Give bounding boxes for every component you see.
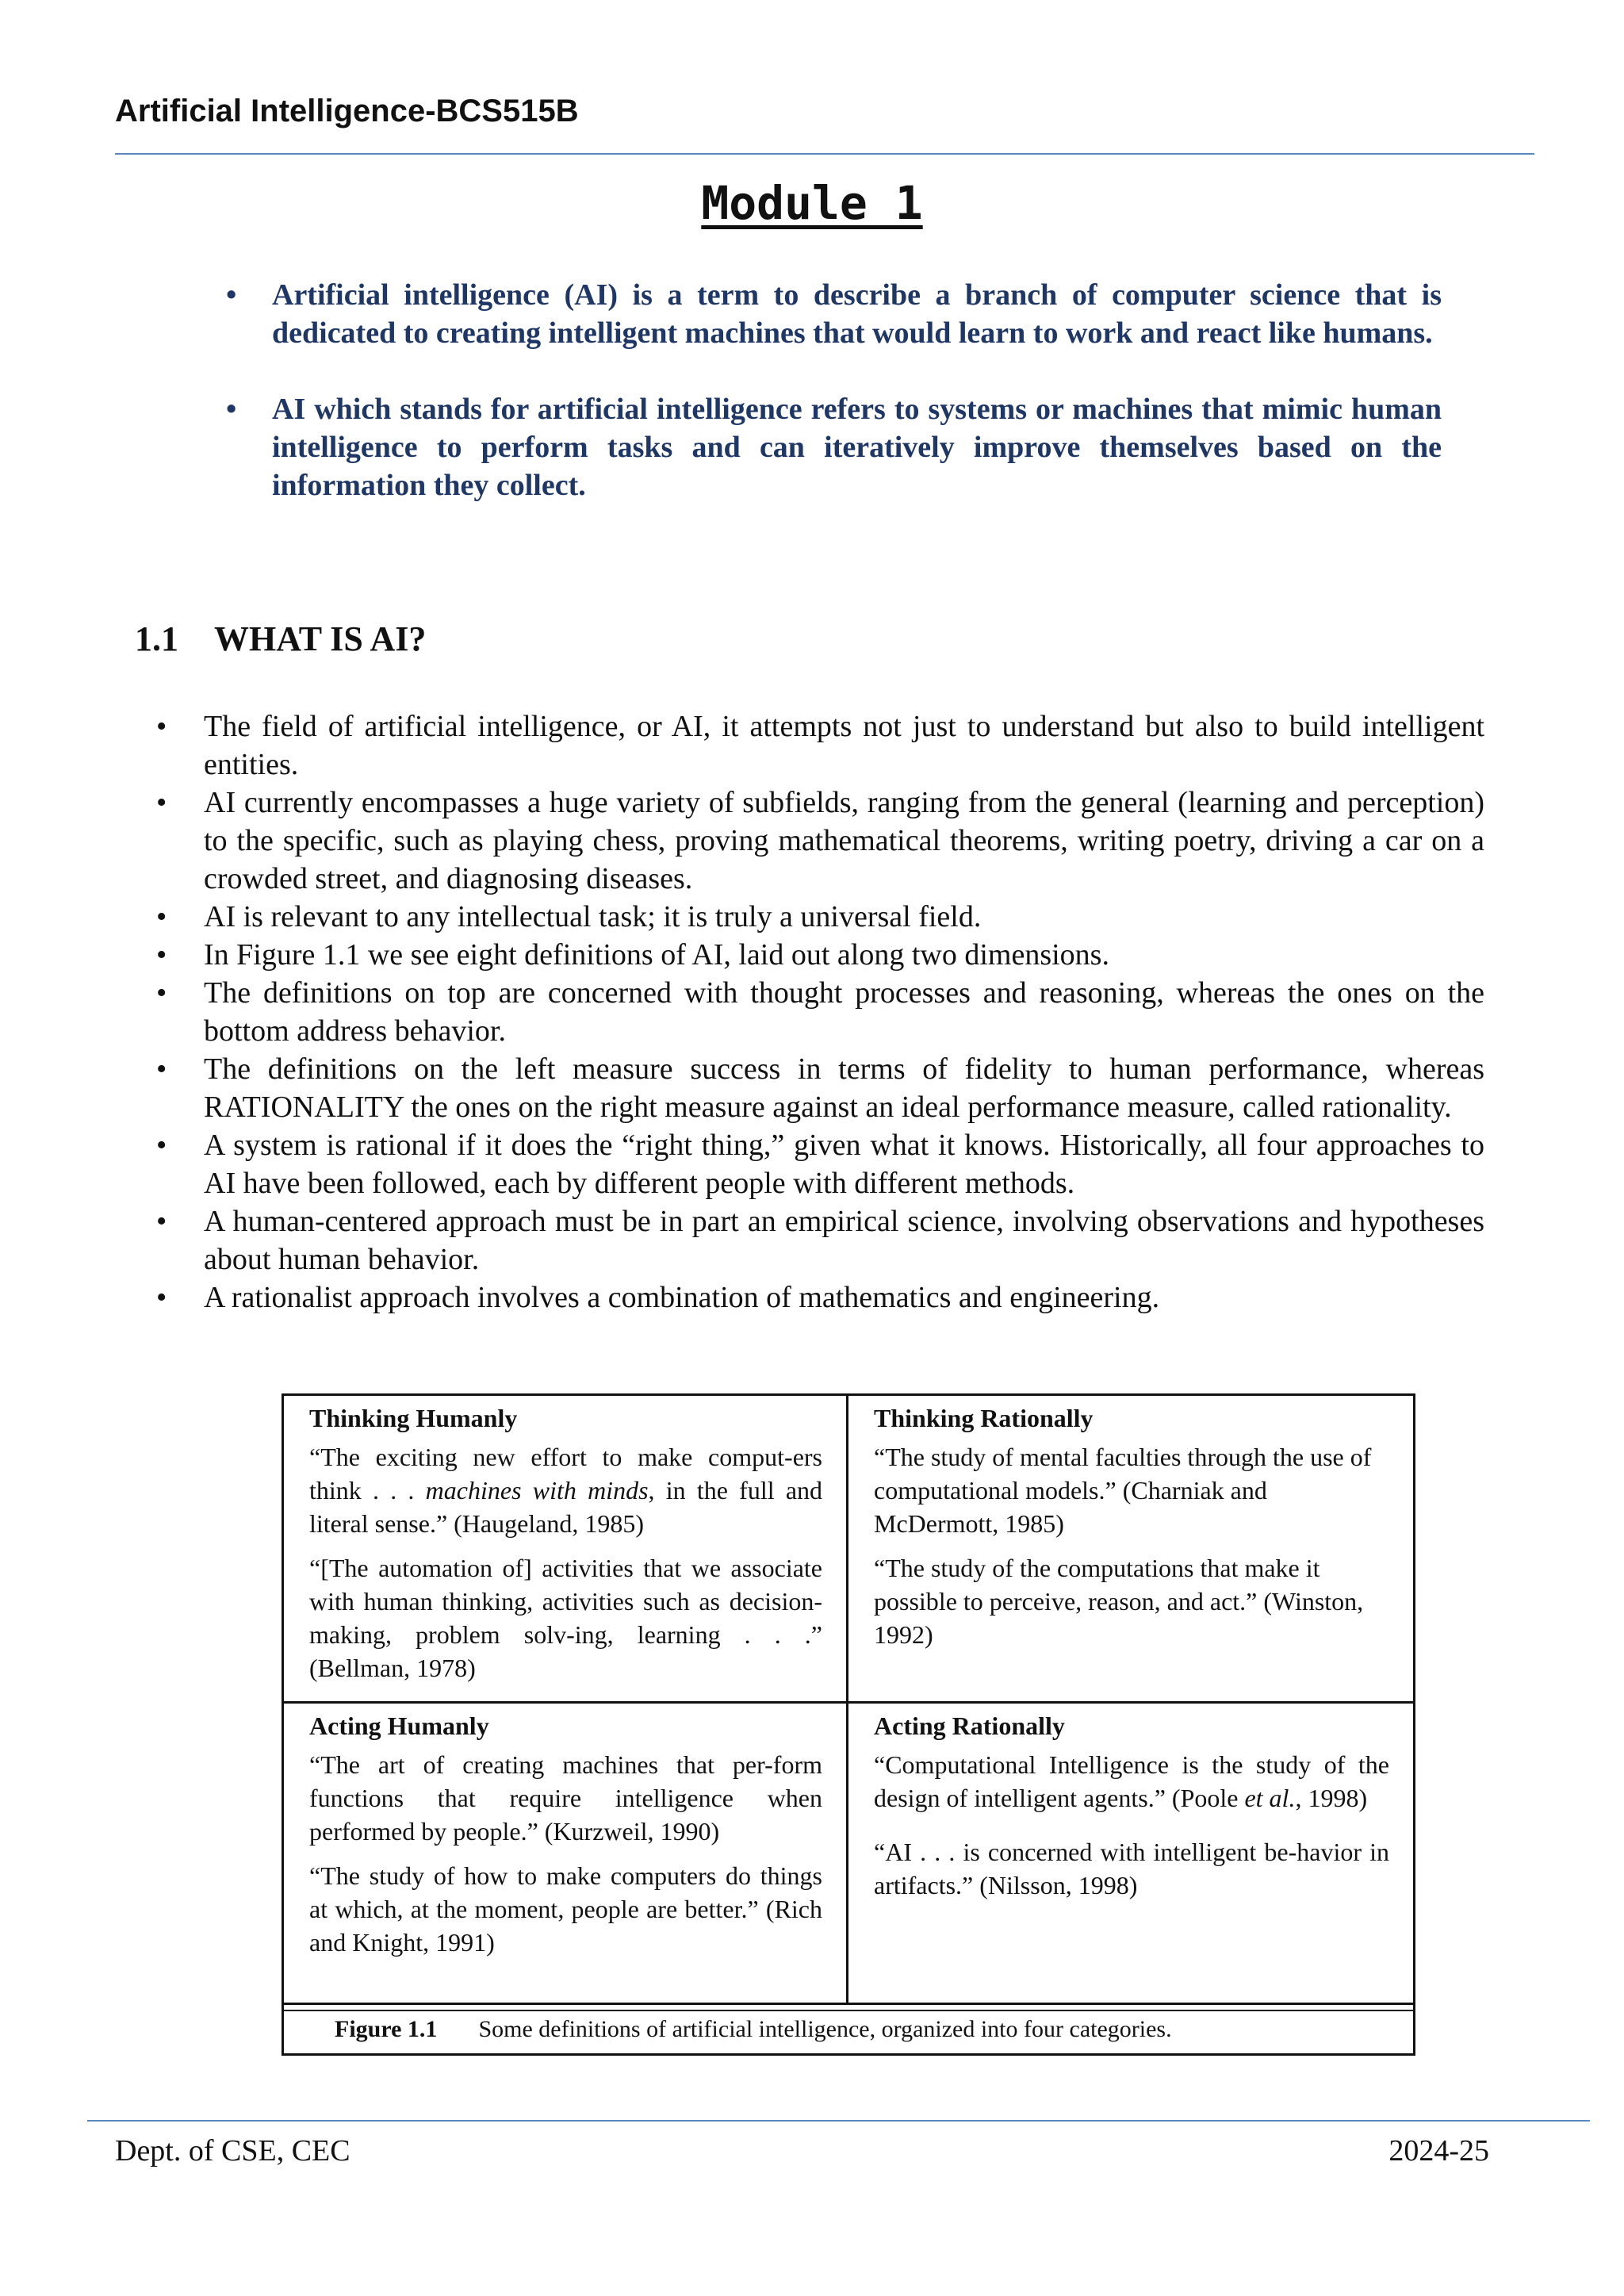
body-bullet-list	[204, 707, 1484, 1317]
body-bullet: • A system is rational if it does the “right thing,” given what it knows. Historically, all four approaches to AI have been followed, each by different people with different methods.	[204, 1126, 1484, 1202]
body-bullet: • A human-centered approach must be in part an empirical science, involving observations and hypotheses about human behavior.	[204, 1202, 1484, 1278]
section-heading	[135, 619, 426, 659]
caption-divider	[284, 2010, 1413, 2011]
figure-caption-text: Some definitions of artificial intelligence, organized into four categories.	[478, 2016, 1172, 2042]
definition-quote: “The study of mental faculties through the use of computational models.” (Charniak and McDermott, 1985)	[874, 1443, 1372, 1538]
cell-acting-humanly	[284, 1704, 848, 2003]
definition-quote: “Computational Intelligence is the study of the design of intelligent agents.” (Poole et al., 1998)	[874, 1750, 1389, 1812]
figure-label: Figure 1.1	[335, 2016, 438, 2042]
definition-quote: “The study of how to make computers do things at which, at the moment, people are better.” (Rich and Knight, 1991)	[309, 1861, 822, 1957]
footer-year: 2024-25	[1388, 2134, 1489, 2168]
body-bullet: • The definitions on the left measure success in terms of fidelity to human performance, whereas RATIONALITY the ones on the right measure against an ideal performance measure, called rationality.	[204, 1050, 1484, 1126]
body-bullet: • The definitions on top are concerned with thought processes and reasoning, whereas the ones on the bottom address behavior.	[204, 974, 1484, 1050]
intro-bullet: • AI which stands for artificial intelligence refers to systems or machines that mimic human intelligence to perform tasks and can iteratively improve themselves based on the information they collect.	[272, 390, 1442, 504]
figure-caption	[335, 2016, 1172, 2043]
cell-title: Thinking Humanly	[309, 1404, 518, 1432]
page-header-title: Artificial Intelligence-BCS515B	[115, 94, 579, 128]
cell-title: Acting Humanly	[309, 1711, 489, 1740]
intro-bullet-list	[272, 276, 1442, 542]
footer-divider	[87, 2120, 1590, 2122]
cell-thinking-humanly	[284, 1396, 848, 1704]
cell-acting-rationally	[848, 1704, 1413, 2003]
definition-quote: “The exciting new effort to make comput-ers think . . . machines with minds, in the full and literal sense.” (Haugeland, 1985)	[309, 1443, 823, 1538]
definitions-grid	[284, 1396, 1413, 2003]
definition-quote: “AI . . . is concerned with intelligent be-havior in artifacts.” (Nilsson, 1998)	[874, 1838, 1389, 1899]
definition-quote: “The art of creating machines that per-form functions that require intelligence when performed by people.” (Kurzweil, 1990)	[309, 1750, 822, 1846]
body-bullet: • The field of artificial intelligence, or AI, it attempts not just to understand but also to build intelligent entities.	[204, 707, 1484, 784]
body-bullet: • AI is relevant to any intellectual task; it is truly a universal field.	[204, 898, 1484, 936]
definition-quote: “The study of the computations that make it possible to perceive, reason, and act.” (Winston, 1992)	[874, 1554, 1364, 1649]
body-bullet: • AI currently encompasses a huge variety of subfields, ranging from the general (learning and perception) to the specific, such as playing chess, proving mathematical theorems, writing poetry, driving a car on a crowded street, and diagnosing diseases.	[204, 784, 1484, 898]
figure-caption-box	[284, 2003, 1413, 2053]
header-divider	[115, 153, 1534, 155]
section-title: WHAT IS AI?	[214, 619, 427, 658]
intro-bullet: • Artificial intelligence (AI) is a term to describe a branch of computer science that is dedicated to creating intelligent machines that would learn to work and react like humans.	[272, 276, 1442, 352]
module-title: Module 1	[701, 176, 923, 230]
cell-title: Thinking Rationally	[874, 1404, 1094, 1432]
section-number: 1.1	[135, 619, 178, 658]
body-bullet: • In Figure 1.1 we see eight definitions of AI, laid out along two dimensions.	[204, 936, 1484, 974]
definition-quote: “[The automation of] activities that we associate with human thinking, activities such as decision-making, problem solv-ing, learning . . .” (Bellman, 1978)	[309, 1554, 822, 1682]
body-bullet: • A rationalist approach involves a combination of mathematics and engineering.	[204, 1278, 1484, 1317]
footer-department: Dept. of CSE, CEC	[115, 2134, 350, 2168]
cell-thinking-rationally	[848, 1396, 1413, 1704]
figure-1-1	[282, 1393, 1415, 2056]
cell-title: Acting Rationally	[874, 1711, 1065, 1740]
